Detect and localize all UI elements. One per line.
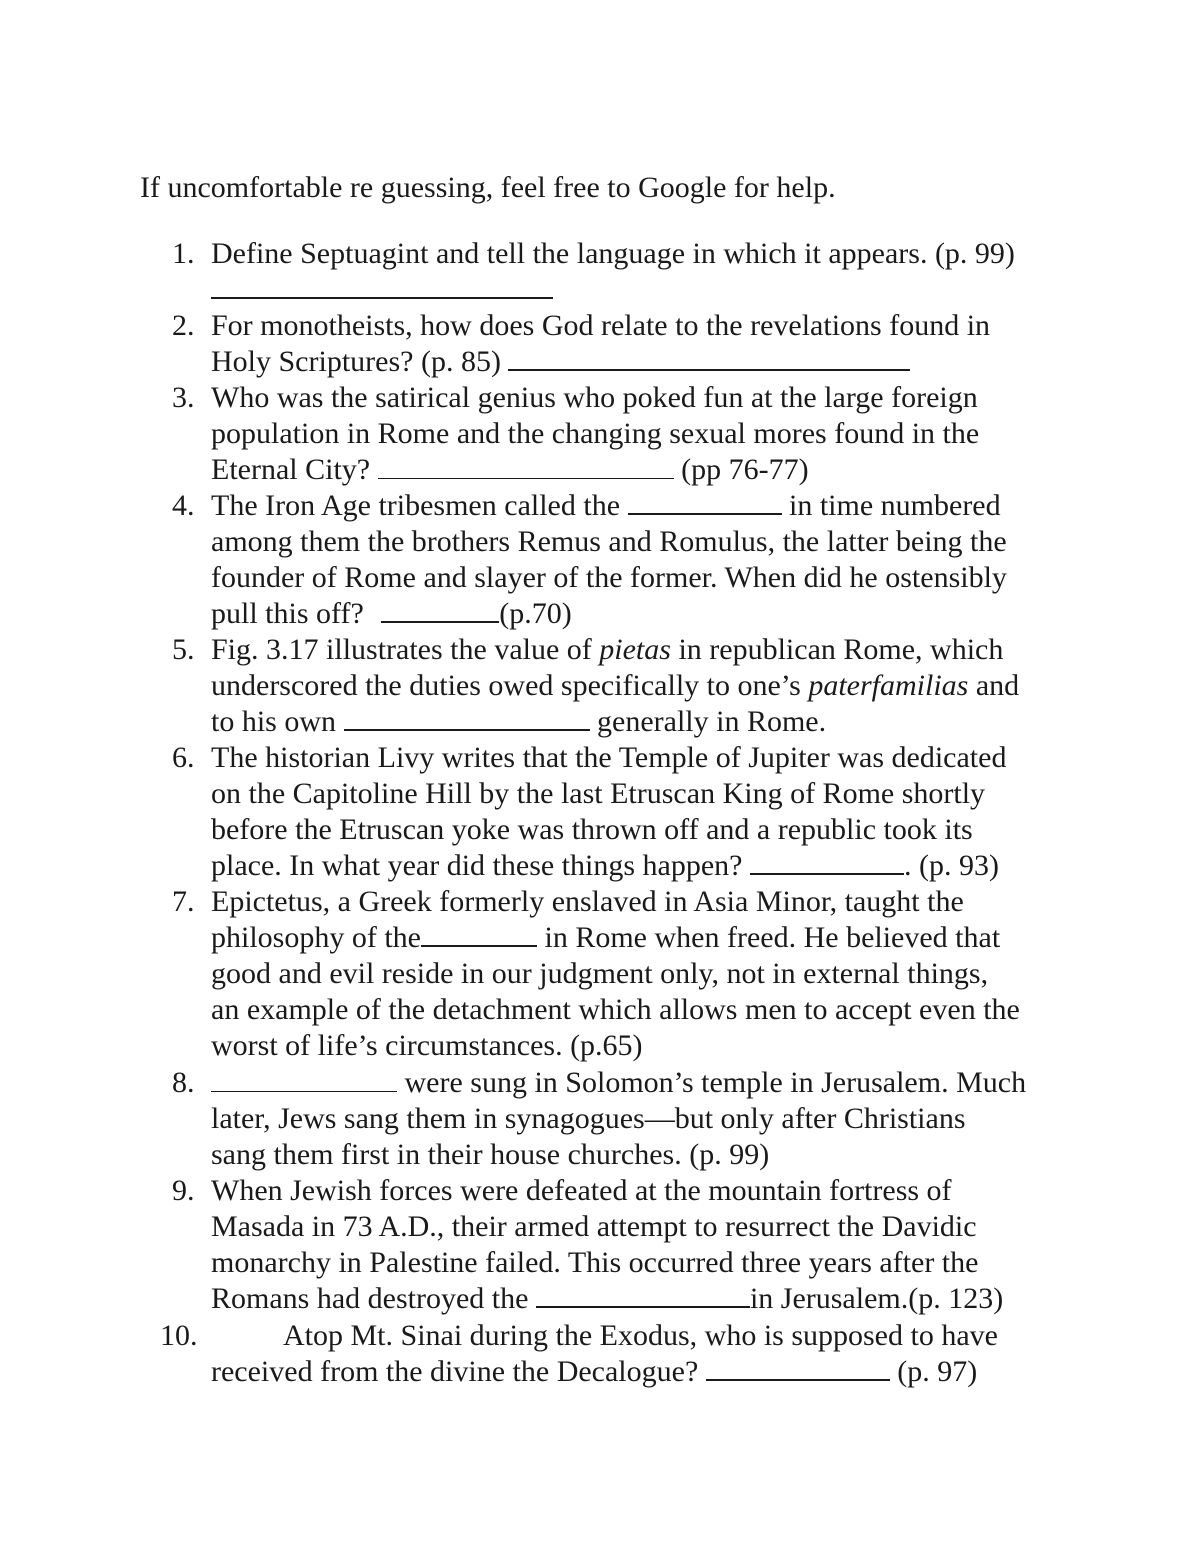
answer-blank[interactable] xyxy=(706,1355,890,1381)
answer-blank[interactable] xyxy=(381,597,499,623)
question-number: 9. xyxy=(172,1174,195,1207)
question-text: Who was the satirical genius who poked fun at the large foreign xyxy=(211,381,978,414)
question-text: The historian Livy writes that the Temple of Jupiter was dedicated xyxy=(211,741,1007,774)
question-text: in Rome when freed. He believed that xyxy=(544,921,1001,954)
question-number: 10. xyxy=(160,1319,198,1352)
question-text: worst of life’s circumstances. (p.65) xyxy=(211,1029,643,1062)
page-reference: (p. 97) xyxy=(897,1355,978,1388)
question-text: Epictetus, a Greek formerly enslaved in Asia Minor, taught the xyxy=(211,885,964,918)
question-text: pull this off? xyxy=(211,597,364,630)
question-text: For monotheists, how does God relate to the revelations found in xyxy=(211,309,991,342)
answer-blank[interactable] xyxy=(344,705,590,731)
answer-blank[interactable] xyxy=(628,489,782,515)
question-text: When Jewish forces were defeated at the mountain fortress of xyxy=(211,1174,952,1207)
question-text: received from the divine the Decalogue? xyxy=(211,1355,699,1388)
question-number: 8. xyxy=(172,1066,195,1099)
question-text: sang them first in their house churches. (p. 99) xyxy=(211,1138,770,1171)
question-text: before the Etruscan yoke was thrown off and a republic took its xyxy=(211,813,973,846)
question-number: 2. xyxy=(172,309,195,342)
question-text: Define Septuagint and tell the language in which it appears. (p. 99) xyxy=(211,237,1015,270)
question-text: in Jerusalem.(p. 123) xyxy=(749,1282,1004,1315)
question-text: Fig. 3.17 illustrates the value of xyxy=(211,633,592,666)
question-number: 1. xyxy=(172,237,195,270)
question-text: Holy Scriptures? (p. 85) xyxy=(211,345,501,378)
question-text: in republican Rome, which xyxy=(678,633,1004,666)
question-text: Romans had destroyed the xyxy=(211,1282,529,1315)
question-text: population in Rome and the changing sexual mores found in the xyxy=(211,417,980,450)
question-text: later, Jews sang them in synagogues—but only after Christians xyxy=(211,1102,966,1135)
question-number: 6. xyxy=(172,741,195,774)
answer-blank[interactable] xyxy=(508,345,910,371)
question-text: philosophy of the xyxy=(211,921,421,954)
italic-term: pietas xyxy=(599,633,671,666)
question-number: 5. xyxy=(172,633,195,666)
question-number: 7. xyxy=(172,885,195,918)
answer-blank[interactable] xyxy=(750,849,904,875)
question-text: and xyxy=(975,669,1020,702)
question-text: in time numbered xyxy=(789,489,1001,522)
answer-blank[interactable] xyxy=(211,1067,397,1092)
question-text: founder of Rome and slayer of the former. When did he ostensibly xyxy=(211,561,1007,594)
question-number: 4. xyxy=(172,489,195,522)
question-text: monarchy in Palestine failed. This occurred three years after the xyxy=(211,1246,979,1279)
question-text: Eternal City? xyxy=(211,453,371,486)
question-text: good and evil reside in our judgment only, not in external things, xyxy=(211,957,989,990)
question-text: generally in Rome. xyxy=(597,705,827,738)
question-text: among them the brothers Remus and Romulus, the latter being the xyxy=(211,525,1007,558)
answer-blank[interactable] xyxy=(378,454,674,479)
question-text: were sung in Solomon’s temple in Jerusalem. Much xyxy=(404,1066,1027,1099)
question-text: an example of the detachment which allows men to accept even the xyxy=(211,993,1020,1026)
question-text: to his own xyxy=(211,705,337,738)
question-text: place. In what year did these things happen? xyxy=(211,849,743,882)
page-reference: (pp 76-77) xyxy=(681,453,809,486)
question-text: Masada in 73 A.D., their armed attempt to resurrect the Davidic xyxy=(211,1210,977,1243)
question-text: The Iron Age tribesmen called the xyxy=(211,489,621,522)
question-text: underscored the duties owed specifically to one’s xyxy=(211,669,801,702)
question-number: 3. xyxy=(172,381,195,414)
italic-term: paterfamilias xyxy=(808,669,969,702)
question-text: on the Capitoline Hill by the last Etruscan King of Rome shortly xyxy=(211,777,986,810)
question-text: Atop Mt. Sinai during the Exodus, who is supposed to have xyxy=(283,1319,998,1352)
page-reference: . (p. 93) xyxy=(903,849,999,882)
answer-blank[interactable] xyxy=(211,272,553,308)
answer-blank[interactable] xyxy=(536,1282,750,1308)
intro-text: If uncomfortable re guessing, feel free to Google for help. xyxy=(140,171,836,204)
answer-blank[interactable] xyxy=(421,921,537,947)
page-reference: (p.70) xyxy=(499,597,572,630)
